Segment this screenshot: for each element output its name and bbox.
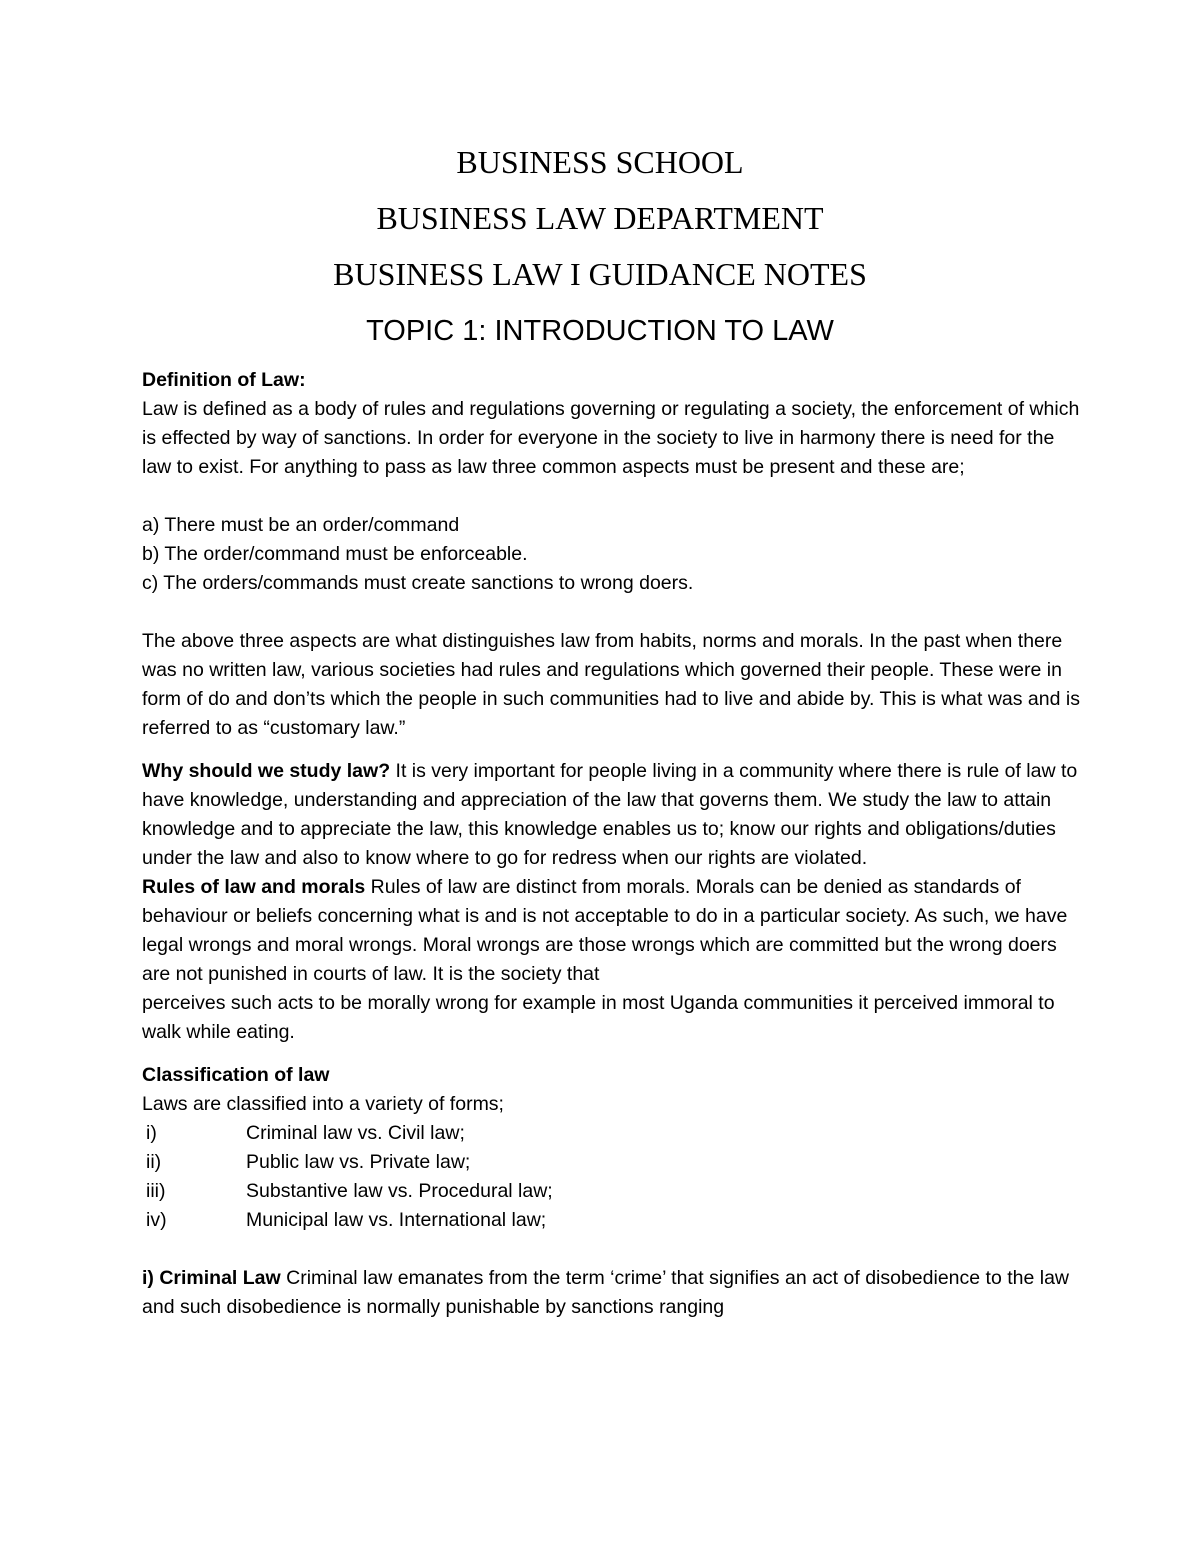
document-body (142, 366, 1082, 1322)
definition-item: b) The order/command must be enforceable. (142, 543, 528, 565)
classification-item-number: iii) (146, 1180, 166, 1202)
classification-item (142, 1148, 1082, 1177)
criminal-law-text: Criminal law emanates from the term ‘crime’ that signifies an act of disobedience to the law and such disobedience is normally punishable by sanctions ranging (142, 1267, 1069, 1318)
classification-item-text: Public law vs. Private law; (246, 1151, 471, 1173)
classification-heading: Classification of law (142, 1064, 330, 1086)
classification-item-text: Municipal law vs. International law; (246, 1209, 547, 1231)
classification-item-text: Criminal law vs. Civil law; (246, 1122, 465, 1144)
classification-item-number: ii) (146, 1151, 162, 1173)
department-title: BUSINESS LAW DEPARTMENT (376, 200, 824, 236)
definition-item: c) The orders/commands must create sanctions to wrong doers. (142, 572, 694, 594)
classification-item-text: Substantive law vs. Procedural law; (246, 1180, 553, 1202)
classification-item-number: iv) (146, 1209, 167, 1231)
classification-item (142, 1177, 1082, 1206)
definition-item: a) There must be an order/command (142, 514, 460, 536)
rules-morals-heading: Rules of law and morals (142, 876, 366, 898)
classification-item-number: i) (146, 1122, 157, 1144)
why-study-paragraph (142, 757, 1082, 873)
classification-item (142, 1206, 1082, 1235)
definition-paragraph: Law is defined as a body of rules and regulations governing or regulating a society, the enforcement of which is effected by way of sanctions. In order for everyone in the society to live in harmony there is need for the law to exist. For anything to pass as law three common aspects must be present and these are; (142, 398, 1080, 478)
rules-morals-continuation: perceives such acts to be morally wrong for example in most Uganda communities it perceived immoral to walk while eating. (142, 992, 1055, 1043)
rules-morals-paragraph (142, 873, 1082, 989)
school-title: BUSINESS SCHOOL (456, 144, 744, 180)
why-study-heading: Why should we study law? (142, 760, 391, 782)
rules-morals-text: Rules of law are distinct from morals. Morals can be denied as standards of behaviour or beliefs concerning what is and is not acceptable to do in a particular society. As such, we have legal wrongs and moral wrongs. Moral wrongs are those wrongs which are committed but the wrong doers are not punished in courts of law. It is the society that (142, 876, 1068, 985)
notes-title: BUSINESS LAW I GUIDANCE NOTES (333, 256, 867, 292)
customary-law-paragraph: The above three aspects are what distinguishes law from habits, norms and morals. In the past when there was no written law, various societies had rules and regulations which governed their people. These were in form of do and don’ts which the people in such communities had to live and abide by. This is what was and is referred to as “customary law.” (142, 630, 1080, 739)
definition-heading: Definition of Law: (142, 369, 306, 391)
classification-item (142, 1119, 1082, 1148)
why-study-text: It is very important for people living in a community where there is rule of law to have knowledge, understanding and appreciation of the law that governs them. We study the law to attain knowledge and to appreciate the law, this knowledge enables us to; know our rights and obligations/duties under the law and also to know where to go for redress when our rights are violated. (142, 760, 1078, 869)
criminal-law-paragraph (142, 1264, 1082, 1322)
topic-title: TOPIC 1: INTRODUCTION TO LAW (366, 315, 834, 347)
classification-intro: Laws are classified into a variety of forms; (142, 1093, 504, 1115)
criminal-law-heading: i) Criminal Law (142, 1267, 281, 1289)
